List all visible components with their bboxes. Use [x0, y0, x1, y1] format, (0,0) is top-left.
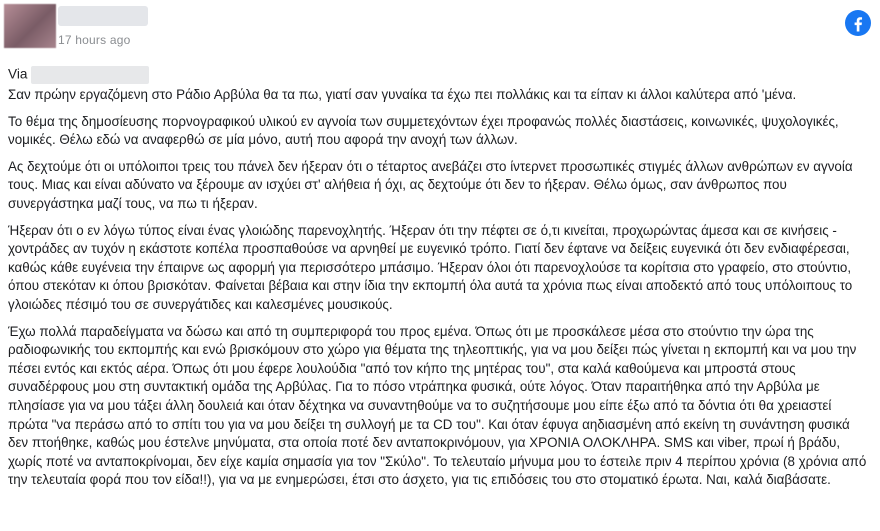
facebook-logo-icon[interactable]: [845, 10, 871, 36]
post-body: [8, 86, 868, 498]
via-label: Via: [8, 66, 28, 82]
post-paragraph: Ας δεχτούμε ότι οι υπόλοιποι τρεις του πάνελ δεν ήξεραν ότι ο τέταρτος ανεβάζει στο ίντερνετ προσωπικές στιγμές άλλων ανθρώπων εν αγνοία τους. Μιας και είναι αδύνατο να ξέρουμε αν ισχύει στ' αλήθεια ή όχι, ας δεχτούμε ότι δεν το ήξεραν. Θέλω όμως, σαν άνθρωπος που συνεργάστηκα μαζί τους, να πω τι ήξεραν.: [8, 158, 853, 211]
post-paragraph: Ήξεραν ότι ο εν λόγω τύπος είναι ένας γλοιώδης παρενοχλητής. Ήξεραν ότι την πέφτει σε ό,τι κινείται, προχωρώντας άμεσα και σε κινήσεις - χοντράδες αν τυχόν η εκάστοτε κοπέλα προσπαθούσε να αρνηθεί με ευγενικό τρόπο. Γιατί δεν έφτανε να δείξεις ευγενικά ότι δεν ενδιαφέρεσαι, καθώς κάθε ευγένεια την έπαιρνε ως αφορμή για περισσότερο μπάσιμο. Ήξεραν όλοι ότι παρενοχλούσε τα κορίτσια στο γραφείο, στο στούντιο, όπου στεκόταν κι όπου βρισκόταν. Φαίνεται βέβαια και στην ίδια την εκπομπή όλα αυτά τα χρόνια πως είναι αποδεκτό από τους υπόλοιπους το γλοιώδες πέσιμό του σε συνεργάτιδες και καλεσμένες μουσικούς.: [8, 222, 853, 312]
post-header: [0, 0, 880, 60]
avatar[interactable]: [4, 4, 56, 48]
post-paragraph: Έχω πολλά παραδείγματα να δώσω και από τη συμπεριφορά του προς εμένα. Όπως ότι με προσκάλεσε μέσα στο στούντιο την ώρα της ραδιοφωνικής του εκπομπής και ενώ βρισκόμουν στο χώρο για θέματα της τηλεοπτικής, για να μου δείξει πώς γίνεται η εκπομπή και να μου την πέσει εντός και εκτός αέρα. Όπως ότι μου έφερε λουλούδια "από τον κήπο της μητέρας του", στα καλά καθούμενα και μπροστά στους συναδέρφους μου στη συντακτική ομάδα της Αρβύλας. Για το πόσο ντράπηκα φυσικά, ούτε λόγος. Όταν παραιτήθηκα από την Αρβύλα με πλησίασε για να μου τάξει άλλη δουλειά και όταν δέχτηκα να συναντηθούμε να το συζητήσουμε μου είπε έξω από τα δόντια ότι θα χρειαστεί πρώτα "να περάσω από το σπίτι του για να μου δείξει τη συλλογή με τα CD του". Και όταν έφυγα αηδιασμένη από εκείνη τη συνάντηση φυσικά δεν πτοήθηκε, καθώς μου έστελνε μηνύματα, στα οποία ποτέ δεν ανταποκρινόμουν, για ΧΡΟΝΙΑ ΟΛΟΚΛΗΡΑ. SMS και viber, πρωί ή βράδυ, χωρίς ποτέ να ανταποκρίνομαι, δεν είχε καμία σημασία για τον "Σκύλο". Το τελευταίο μήνυμα μου το έστειλε πριν 4 περίπου χρόνια (8 χρόνια από την τελευταία φορά που τον είδα!!), για να με ενημερώσει, έτσι στο άσχετο, για τις επιδόσεις του στο στοματικό έρωτα. Ναι, καλά διαβάσατε.: [8, 323, 867, 488]
post-paragraph: Σαν πρώην εργαζόμενη στο Ράδιο Αρβύλα θα τα πω, γιατί σαν γυναίκα τα έχω πει πολλάκις και τα είπαν κι άλλοι καλύτερα από 'μένα.: [8, 87, 797, 102]
via-row: [8, 66, 149, 84]
post-timestamp[interactable]: 17 hours ago: [58, 33, 131, 47]
post-paragraph: Το θέμα της δημοσίευσης πορνογραφικού υλικού εν αγνοία των συμμετεχόντων έχει προφανώς πολλές διαστάσεις, κοινωνικές, ψυχολογικές, νομικές. Θέλω εδώ να αναφερθώ σε μία μόνο, αυτή που αφορά την ανοχή των άλλων.: [8, 113, 839, 148]
author-name-redacted[interactable]: [58, 6, 148, 26]
via-source-redacted[interactable]: [31, 66, 149, 84]
